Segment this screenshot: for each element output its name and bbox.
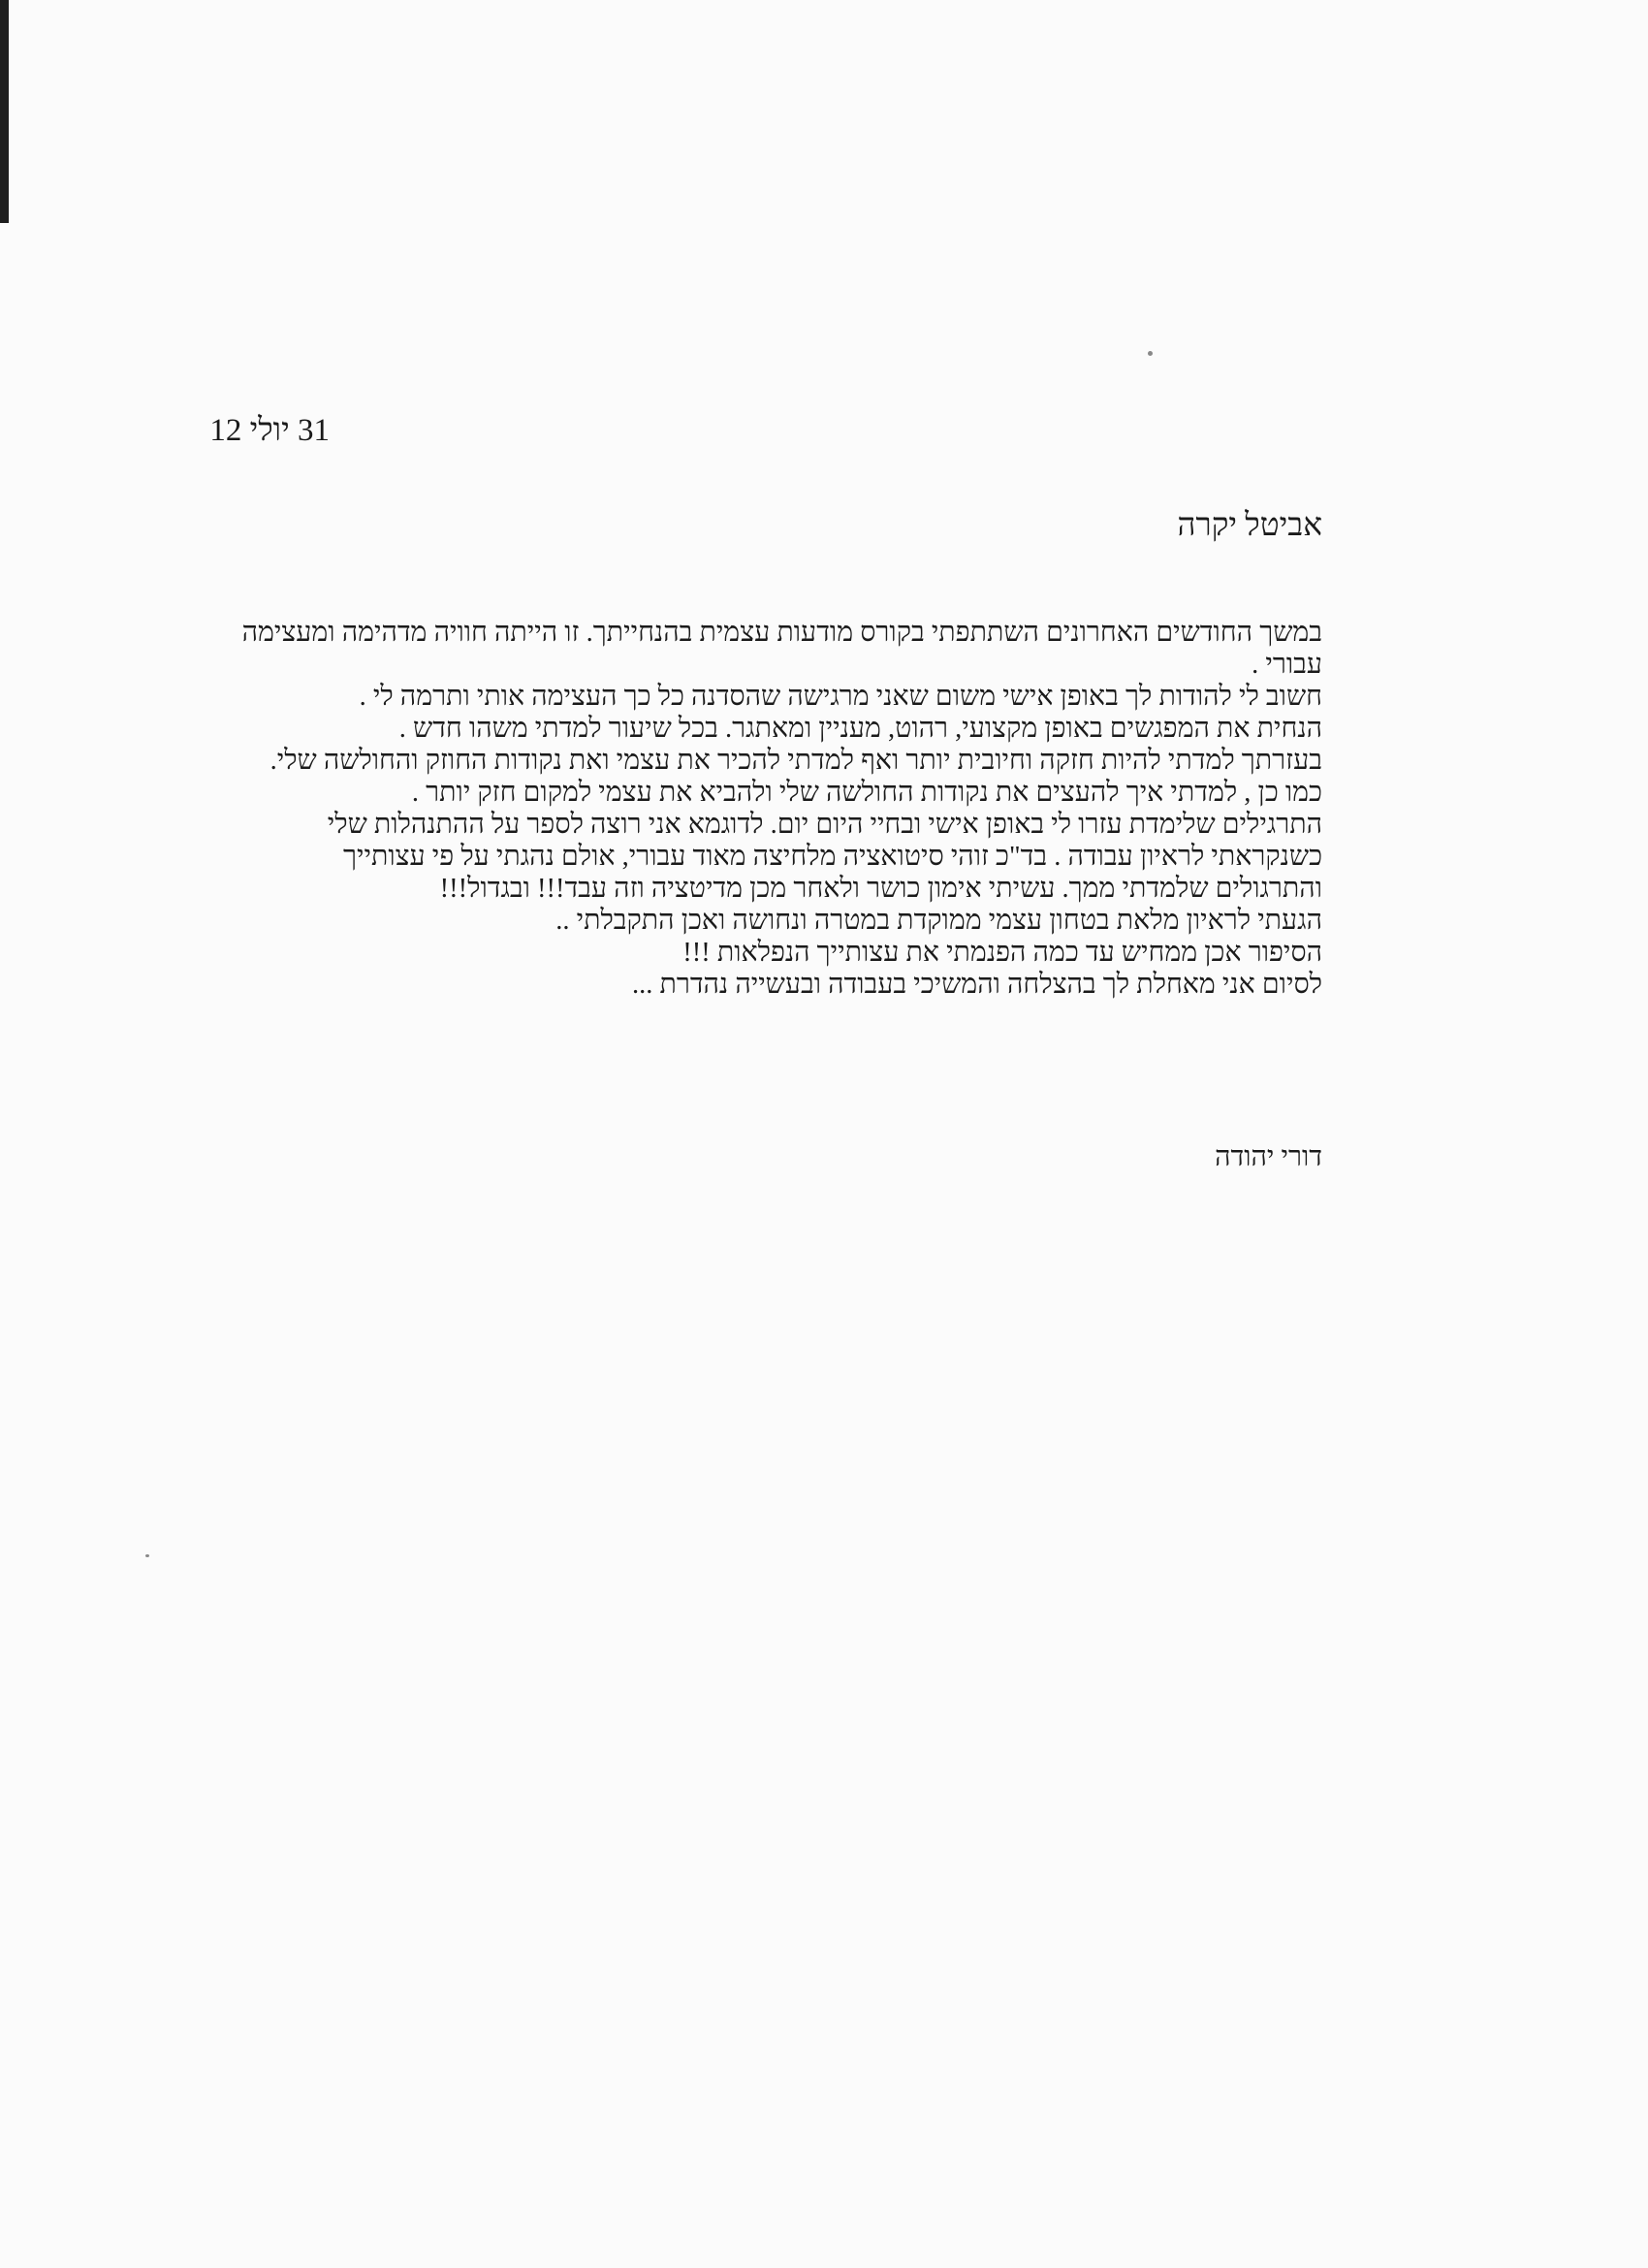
body-line: בעזרתך למדתי להיות חזקה וחיובית יותר ואף למדתי להכיר את עצמי ואת נקודות החוזק והחולשה שלי. [269,746,1322,776]
scan-edge-shadow [0,0,9,223]
letter-greeting: אביטל יקרה [1177,508,1322,543]
body-line: עבורי . [1252,650,1322,680]
body-line: והתרגולים שלמדתי ממך. עשיתי אימון כושר ולאחר מכן מדיטציה וזה עבד!!! ובגדול!!! [439,874,1322,904]
body-line: הסיפור אכן ממחיש עד כמה הפנמתי את עצותייך הנפלאות !!! [682,938,1322,968]
letter-body [213,617,1322,1001]
body-line: כמו כן , למדתי איך להעצים את נקודות החולשה שלי ולהביא את עצמי למקום חזק יותר . [411,778,1322,808]
body-line: חשוב לי להודות לך באופן אישי משום שאני מרגישה שהסדנה כל כך העצימה אותי ותרמה לי . [359,682,1322,712]
letter-date: 31 יולי 12 [209,413,330,448]
scan-speck [145,1554,149,1557]
letter-signature: דורי יהודה [1215,1142,1322,1172]
body-line: לסיום אני מאחלת לך בהצלחה והמשיכי בעבודה ובעשייה נהדרת ... [631,970,1322,1000]
body-line: הנחית את המפגשים באופן מקצועי, רהוט, מעניין ומאתגר. בכל שיעור למדתי משהו חדש . [398,714,1322,744]
scan-speck [1148,351,1153,356]
body-line: במשך החודשים האחרונים השתתפתי בקורס מודעות עצמית בהנחייתך. זו הייתה חוויה מדהימה ומעצימה [241,618,1322,648]
body-line: כשנקראתי לראיון עבודה . בד"כ זוהי סיטואציה מלחיצה מאוד עבורי, אולם נהגתי על פי עצותייך [343,842,1322,872]
body-line: התרגילים שלימדת עזרו לי באופן אישי ובחיי היום יום. לדוגמא אני רוצה לספר על ההתנהלות שלי [327,810,1322,840]
body-line: הגעתי לראיון מלאת בטחון עצמי ממוקדת במטרה ונחושה ואכן התקבלתי .. [555,906,1322,936]
